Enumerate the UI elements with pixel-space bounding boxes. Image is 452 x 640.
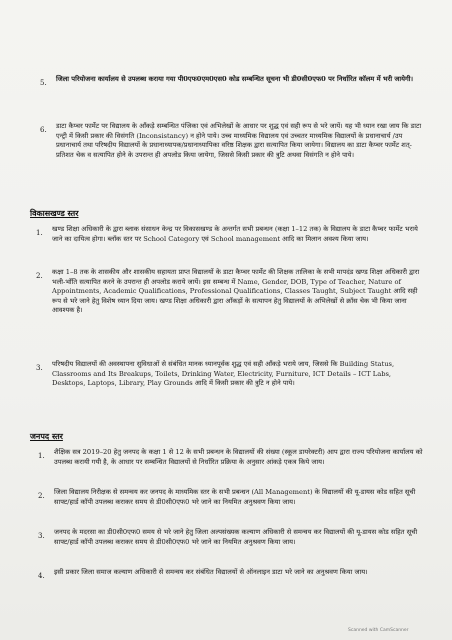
item-number: 2. [38,492,45,500]
block-item-3-text: परिषदीय विद्यालयों की अवस्थापना सुविधाओं से संबंधित मानक ध्यानपूर्वक शुद्ध एवं सही आँकड़े भराये जाय, जिससे कि Building Status, Classrooms and Its Breakups, Toilets, Drinking Water, Electricity, Furniture, ICT Details – ICT Labs, Desktops, Laptops, Library, Play Grounds आदि में किसी प्रकार की त्रुटि न होने पाये। [52,360,395,387]
block-level-heading: विकासखण्ड स्तर [30,208,79,218]
item-5-text: जिला परियोजना कार्यालय से उपलब्ध कराया गया पी0एफ0एम0एस0 कोड सम्बन्धित सूचना भी डी0सी0एफ0 पर निर्धारित कॉलम में भरी जायेगी। [56,75,414,83]
item-number: 3. [38,532,45,540]
district-item-4-text: इसी प्रकार जिला समाज कल्याण अधिकारी से समन्वय कर संबंधित विद्यालयों से ऑनलाइन डाटा भरे जाने का अनुश्रवण किया जाय। [54,568,368,576]
item-number: 3. [36,364,43,372]
district-level-heading: जनपद स्तर [30,431,63,441]
district-item-2-text: जिला विद्यालय निरीक्षक से समन्वय कर जनपद के माध्यमिक स्तर के सभी प्रबन्धन (All Management) के विद्यालयों की यू-डायस कोड सहित सूची साफ्ट/हार्ड कॉपी उपलब्ध कराकर समय से डी0सी0एफ0 भरे जाने का नियमित अनुश्रवण किया जाय। [54,488,416,506]
item-number: 4. [38,572,45,580]
item-number: 1. [36,229,43,237]
block-item-1-text: खण्ड शिक्षा अधिकारी के द्वारा ब्लाक संसाधन केन्द्र पर विकासखण्ड के अन्तर्गत सभी प्रबन्धन (कक्षा 1–12 तक) के विद्यालय के डाटा कैप्चर फार्मेट भराये जाने का दायित्व होगा। ब्लॉक स्तर पर School Category एवं School management आदि का मिलान अवश्य किया जाय। [52,225,418,243]
block-item-2-text: कक्षा 1–8 तक के शासकीय और शासकीय सहायता प्राप्त विद्यालयों के डाटा कैप्चर फार्मेट की शिक्षक तालिका के सभी मापदंड खण्ड शिक्षा अधिकारी द्वारा भली-भाँति सत्यापित करने के उपरान्त ही अपलोड कराये जायें। इस सम्बन्ध में Name, Gender, DOB, Type of Teacher, Nature of Appointments, Academic Qualifications, Professional Qualifications, Classes Taught, Subject Taught आदि सही रूप से भरे जाने हेतु विशेष ध्यान दिया जाय। खण्ड शिक्षा अधिकारी द्वारा आँकड़ों के सत्यापन हेतु विद्यालयों के अभिलेखों से क्रॉस चेक भी किया जाना आवश्यक है। [52,268,420,314]
district-item-3-text: जनपद के मदरसा का डी0सी0एफ0 समय से भरे जाने हेतु जिला अल्पसंख्यक कल्याण अधिकारी से समन्वय कर विद्यालयों की यू-डायस कोड सहित सूची साफ्ट/हार्ड कॉपी उपलब्ध कराकर समय से डी0सी0एफ0 भरे जाने का नियमित अनुश्रवण किया जाय। [54,528,418,546]
item-number: 6. [40,126,47,134]
item-number: 5. [40,79,47,87]
item-number: 1. [38,452,45,460]
item-6-text: डाटा कैप्चर फार्मेट पर विद्यालय के आँकड़े सम्बन्धित पंजिका एवं अभिलेखों के आधार पर शुद्ध एवं सही रूप से भरे जायें। यह भी ध्यान रखा जाय कि डाटा एन्ट्री में किसी प्रकार की विसंगति (Inconsistancy) न होने पाये। उच्च माध्यमिक विद्यालय एवं उच्चतर माध्यमिक विद्यालयों के प्रधानाचार्य /उप प्रधानाचार्य तथा परिषदीय विद्यालयों के प्रधानाध्यापक/प्रधानाध्यापिका वरिष्ठ शिक्षक द्वारा सत्यापित किया जायेगा। विद्यालय का डाटा कैप्चर फार्मेट शत्-प्रतिशत चेक व सत्यापित होने के उपरान्त ही अपलोड किया जायेगा, जिससे किसी प्रकार की त्रुटि अथवा विसंगति न होने पाये। [56,122,422,159]
scanner-watermark: Scanned with CamScanner [348,628,409,633]
district-item-1-text: शैक्षिक सत्र 2019–20 हेतु जनपद के कक्षा 1 से 12 के सभी प्रबन्धन के विद्यालयों की संख्या (स्कूल डायरेक्टरी) आप द्वारा राज्य परियोजना कार्यालय को उपलब्ध करायी गयी है, के आधार पर सम्बन्धित विद्यालयों से निर्धारित प्रक्रिया के अनुसार आंकड़े एकत्र किये जाय। [54,448,423,466]
item-number: 2. [36,272,43,280]
